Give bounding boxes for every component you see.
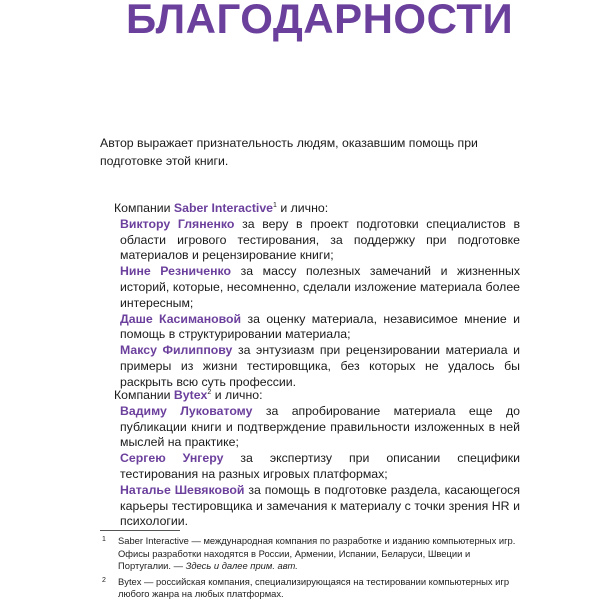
company-name: Bytex: [173, 388, 208, 402]
footnotes: [100, 535, 520, 600]
footnote: [100, 535, 520, 573]
lead-suffix: и лично:: [276, 201, 329, 215]
acknowledgement-block-saber: [100, 201, 520, 391]
company-lead: [100, 201, 520, 217]
acknowledgement-entry: [100, 404, 520, 451]
acknowledgement-list: [100, 217, 520, 391]
acknowledgement-text: за массу полезных замечаний и жизненных историй, которые, несомненно, сделали изложение материала более интересным;: [120, 264, 520, 310]
acknowledgement-entry: [100, 451, 520, 483]
acknowledgement-text: за апробирование материала еще до публикации книги и подтверждение правильности изложенных в ней мыслей на практике;: [120, 403, 520, 450]
footnote-text: Saber Interactive — международная компания по разработке и изданию компьютерных игр. Офисы разработки находятся в России, Армении, Испании, Беларуси, Швеции и Португалии. —: [118, 535, 516, 571]
footnote-divider: [100, 530, 180, 531]
acknowledgement-block-bytex: [100, 388, 520, 530]
acknowledgement-text: за энтузиазм при рецензировании материала и примеры из жизни тестировщика, без которых не удалось бы раскрыть всю суть профессии.: [120, 343, 520, 389]
footnote-text: Bytex — российская компания, специализирующаяся на тестировании компьютерных игр любого жанра на любых платформах.: [118, 575, 510, 599]
intro-paragraph: Автор выражает признательность людям, оказавшим помощь при подготовке этой книги.: [100, 136, 478, 168]
footnote-ref: 2: [207, 388, 212, 396]
lead-prefix: Компании: [114, 201, 174, 215]
person-name: Даше Касимановой: [120, 311, 242, 326]
acknowledgement-entry: [100, 483, 520, 530]
company-name: Saber Interactive: [173, 201, 274, 215]
footnote-number: 2: [102, 576, 106, 584]
acknowledgement-text: за веру в проект подготовки специалистов в области игрового тестирования, за поддержку при подготовке материалов и рецензирование книги;: [120, 216, 520, 263]
person-name: Максу Филиппову: [120, 343, 233, 358]
person-name: Сергею Унгеру: [120, 451, 224, 466]
acknowledgement-text: за экспертизу при описании специфики тестирования на разных игровых платформах;: [120, 451, 520, 481]
lead-suffix: и лично:: [211, 388, 263, 402]
acknowledgement-text: за помощь в подготовке раздела, касающегося карьеры тестировщика и замечания к материалу с точки зрения HR и психологии.: [120, 482, 520, 529]
acknowledgement-entry: [100, 312, 520, 344]
footnote-author-note: Здесь и далее прим. авт.: [185, 560, 298, 571]
acknowledgement-entry: [100, 343, 520, 390]
footnote: [100, 576, 520, 600]
acknowledgement-entry: [100, 217, 520, 264]
person-name: Вадиму Луковатому: [120, 403, 253, 418]
person-name: Наталье Шевяковой: [120, 482, 245, 497]
lead-prefix: Компании: [114, 388, 174, 402]
footnote-ref: 1: [273, 201, 277, 209]
company-lead: [100, 388, 520, 404]
person-name: Нине Резниченко: [120, 264, 232, 279]
acknowledgement-text: за оценку материала, независимое мнение и помощь в структурировании материала;: [120, 311, 520, 342]
footnote-number: 1: [102, 536, 106, 543]
acknowledgement-list: [100, 404, 520, 530]
acknowledgement-entry: [100, 264, 520, 311]
person-name: Виктору Гляненко: [120, 216, 235, 231]
page-title: БЛАГОДАРНОСТИ: [126, 0, 514, 42]
